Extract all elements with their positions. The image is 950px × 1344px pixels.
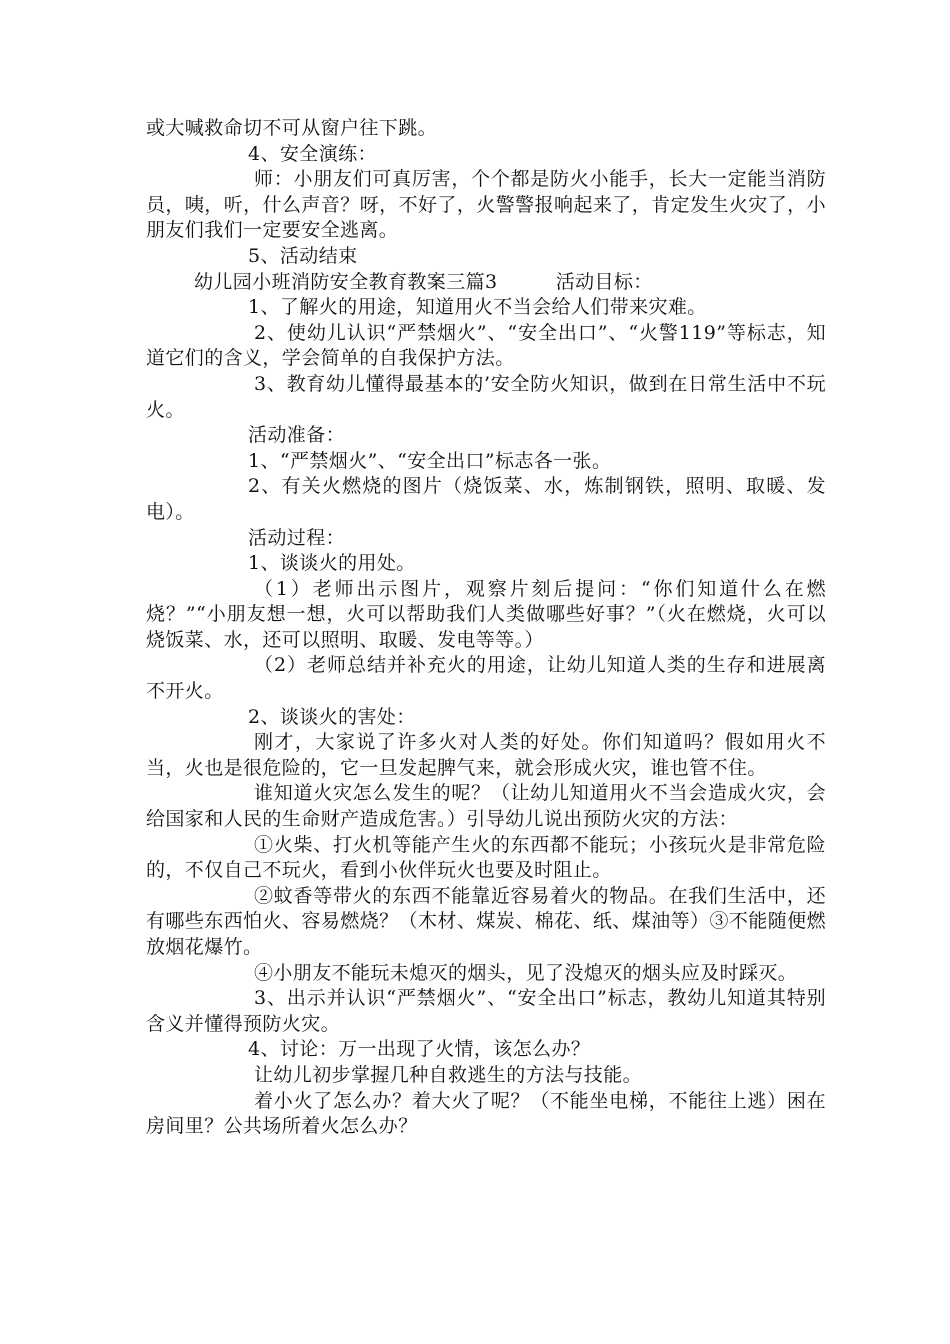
paragraph: ②蚊香等带火的东西不能靠近容易着火的物品。在我们生活中，还有哪些东西怕火、容易燃烧？（木材、煤炭、棉花、纸、煤油等）③不能随便燃放烟花爆竹。	[146, 884, 826, 958]
paragraph: 幼儿园小班消防安全教育教案三篇3 活动目标：	[194, 270, 653, 293]
paragraph: 或大喊救命切不可从窗户往下跳。	[146, 117, 438, 139]
paragraph: 3、出示并认识“严禁烟火”、“安全出口”标志，教幼儿知道其特别含义并懂得预防火灾。	[146, 987, 826, 1035]
paragraph: 2、有关火燃烧的图片（烧饭菜、水，炼制钢铁，照明、取暖、发电）。	[146, 475, 826, 523]
paragraph: ④小朋友不能玩未熄灭的烟头，见了没熄灭的烟头应及时踩灭。	[254, 961, 798, 984]
paragraph: 1、了解火的用途，知道用火不当会给人们带来灾难。	[248, 296, 707, 319]
paragraph: 3、教育幼儿懂得最基本的’安全防火知识，做到在日常生活中不玩火。	[146, 372, 826, 421]
paragraph: 谁知道火灾怎么发生的呢？（让幼儿知道用火不当会造成火灾，会给国家和人民的生命财产造成危害。）引导幼儿说出预防火灾的方法：	[146, 782, 826, 831]
paragraph: 4、安全演练：	[248, 142, 377, 165]
paragraph: 2、使幼儿认识“严禁烟火”、“安全出口”、“火警119”等标志，知道它们的含义，学会简单的自我保护方法。	[146, 321, 826, 370]
paragraph: 让幼儿初步掌握几种自救逃生的方法与技能。	[254, 1063, 643, 1086]
paragraph: ①火柴、打火机等能产生火的东西都不能玩；小孩玩火是非常危险的，不仅自己不玩火，看到小伙伴玩火也要及时阻止。	[146, 833, 826, 882]
paragraph: （1）老师出示图片，观察片刻后提问：“你们知道什么在燃烧？”“小朋友想一想，火可以帮助我们人类做哪些好事？”（火在燃烧，火可以烧饭菜、水，还可以照明、取暖、发电等等。）	[146, 577, 826, 651]
document-body	[146, 116, 826, 1140]
paragraph: 刚才，大家说了许多火对人类的好处。你们知道吗？假如用火不当，火也是很危险的，它一旦发起脾气来，就会形成火灾，谁也管不住。	[146, 731, 826, 779]
paragraph: 活动过程：	[248, 526, 346, 549]
paragraph: 4、讨论：万一出现了火情，该怎么办？	[248, 1038, 591, 1061]
paragraph: 师：小朋友们可真厉害，个个都是防火小能手，长大一定能当消防员，咦，听，什么声音？呀，不好了，火警警报响起来了，肯定发生火灾了，小朋友们我们一定要安全逃离。	[146, 168, 826, 242]
paragraph: 1、“严禁烟火”、“安全出口”标志各一张。	[248, 449, 612, 472]
paragraph: （2）老师总结并补充火的用途，让幼儿知道人类的生存和进展离不开火。	[146, 654, 826, 703]
paragraph: 1、谈谈火的用处。	[248, 552, 416, 575]
paragraph: 2、谈谈火的害处：	[248, 705, 416, 728]
paragraph: 着小火了怎么办？着大火了呢？（不能坐电梯，不能往上逃）困在房间里？公共场所着火怎么办？	[146, 1089, 826, 1138]
paragraph: 活动准备：	[248, 424, 346, 447]
paragraph: 5、活动结束	[248, 244, 358, 267]
